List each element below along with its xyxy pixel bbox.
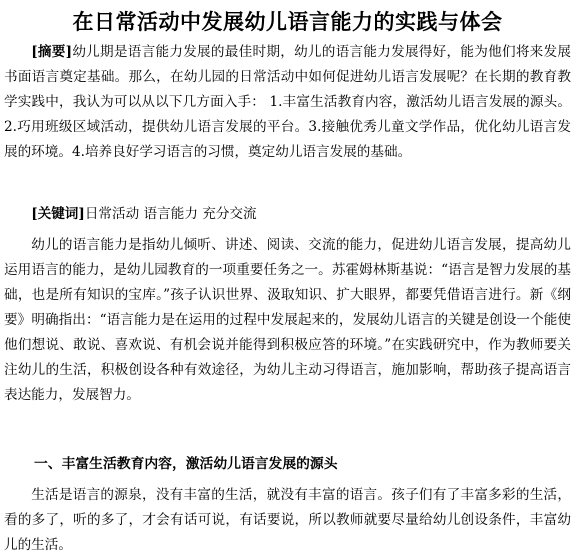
body-paragraph: 幼儿的语言能力是指幼儿倾听、讲述、阅读、交流的能力，促进幼儿语言发展，提高幼儿运用语言的能力，是幼儿园教育的一项重要任务之一。苏霍姆林斯基说：“语言是智力发展的基础，也是所有知识的宝库。”孩子认识世界、汲取知识、扩大眼界，都要凭借语言进行。新《纲要》明确指出：“语言能力是在运用的过程中发展起来的，发展幼儿语言的关键是创设一个能使他们想说、敢说、喜欢说、有机会说并能得到积极应答的环境。”在实践研究中，作为教师要关注幼儿的生活，积极创设各种有效途径，为幼儿主动习得语言，施加影响，帮助孩子提高语言表达能力，发展智力。	[4, 237, 571, 403]
keywords-paragraph	[0, 202, 575, 227]
keywords-label: [关键词]	[31, 206, 85, 222]
section-heading: 一、丰富生活教育内容，激活幼儿语言发展的源头	[34, 456, 338, 472]
document-title: 在日常活动中发展幼儿语言能力的实践与体会	[72, 9, 503, 34]
keywords-text: 日常活动 语言能力 充分交流	[84, 206, 257, 222]
abstract-text: 幼儿期是语言能力发展的最佳时期，幼儿的语言能力发展得好，能为他们将来发展书面语言奠定基础。那么，在幼儿园的日常活动中如何促进幼儿语言发展呢？在长期的教育教学实践中，我认为可以从以下几方面入手： 1.丰富生活教育内容，激活幼儿语言发展的源头。2.巧用班级区域活动，提供幼儿语言发展的平台。3.接触优秀儿童文学作品，优化幼儿语言发展的环境。4.培养良好学习语言的习惯，奠定幼儿语言发展的基础。	[4, 44, 571, 160]
abstract-paragraph	[0, 40, 575, 165]
abstract-label: [摘要]	[31, 44, 73, 60]
section-paragraph: 生活是语言的源泉，没有丰富的生活，就没有丰富的语言。孩子们有了丰富多彩的生活，看的多了，听的多了，才会有话可说，有话要说，所以教师就要尽量给幼儿创设条件，丰富幼儿的生活。	[4, 487, 571, 553]
